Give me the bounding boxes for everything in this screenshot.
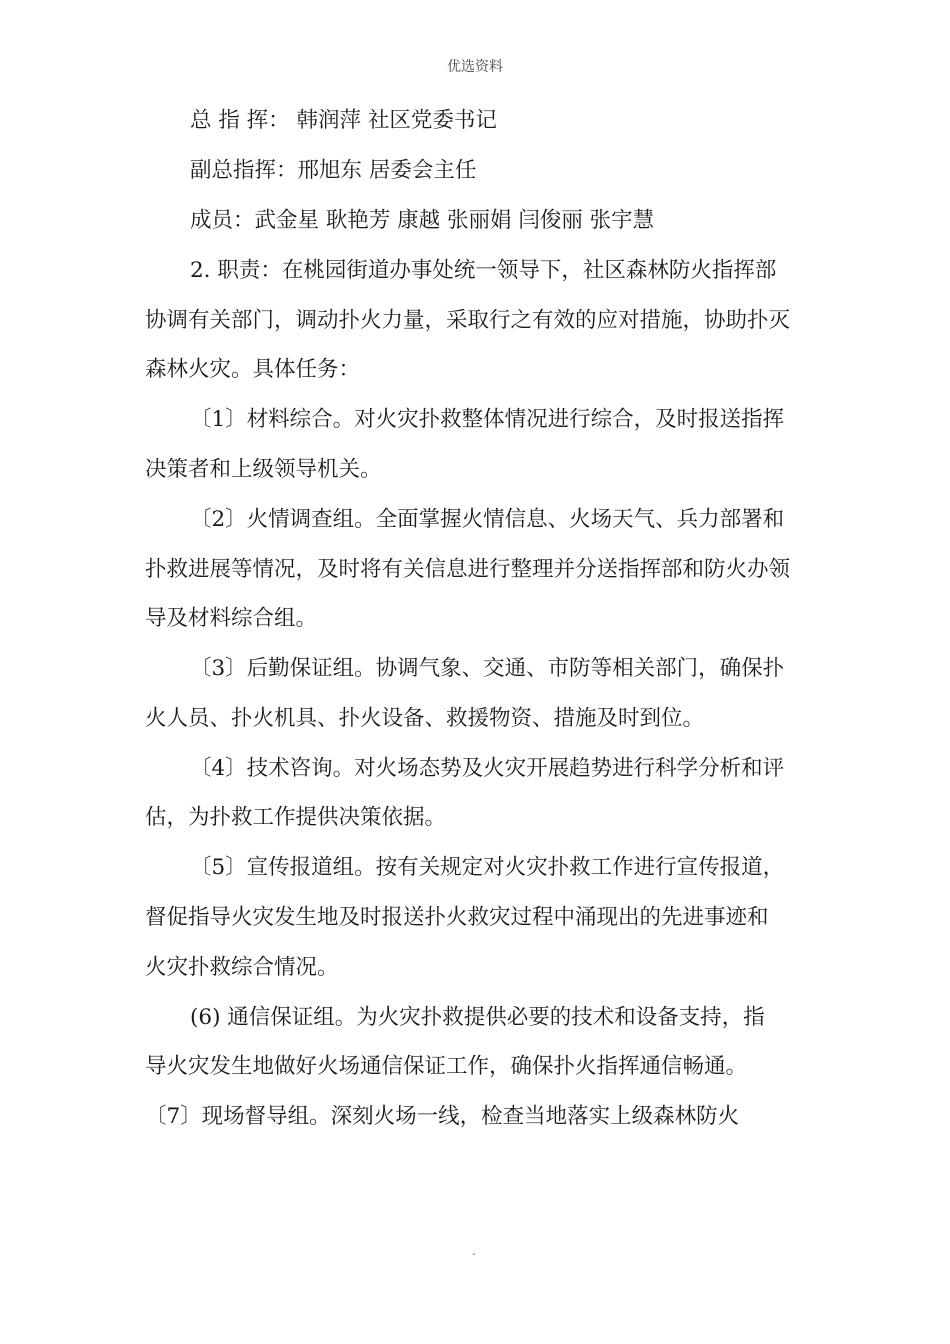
task-6-line: (6) 通信保证组。为火灾扑救提供必要的技术和设备支持，指 [190,1005,765,1030]
page-header: 优选资料 [447,59,503,75]
task-4-line: 〔4〕技术咨询。对火场态势及火灾开展趋势进行科学分析和评 [190,756,785,781]
task-3-line: 〔3〕后勤保证组。协调气象、交通、市防等相关部门，确保扑 [190,656,785,681]
members-line: 成员：武金星 耿艳芳 康越 张丽娟 闫俊丽 张宇慧 [190,208,655,233]
task-5-line: 督促指导火灾发生地及时报送扑火救灾过程中涌现出的先进事迹和 [145,905,769,930]
deputy-commander-line: 副总指挥：邢旭东 居委会主任 [190,158,477,183]
task-1-line: 〔1〕材料综合。对火灾扑救整体情况进行综合，及时报送指挥 [190,407,785,432]
footer-mark: . [472,1244,476,1258]
task-2-line: 扑救进展等情况，及时将有关信息进行整理并分送指挥部和防火办领 [145,557,791,582]
task-5-line: 火灾扑救综合情况。 [145,955,339,980]
commander-line: 总 指 挥： 韩润萍 社区党委书记 [190,108,497,133]
task-5-line: 〔5〕宣传报道组。按有关规定对火灾扑救工作进行宣传报道， [190,855,785,880]
duty-paragraph-line: 2. 职责：在桃园街道办事处统一领导下，社区森林防火指挥部 [190,258,777,283]
task-1-line: 决策者和上级领导机关。 [145,457,382,482]
task-7-line: 〔7〕现场督导组。深刻火场一线，检查当地落实上级森林防火 [145,1104,740,1129]
duty-paragraph-line: 森林火灾。具体任务： [145,357,361,382]
task-3-line: 火人员、扑火机具、扑火设备、救援物资、措施及时到位。 [145,706,705,731]
duty-paragraph-line: 协调有关部门，调动扑火力量，采取行之有效的应对措施，协助扑灭 [145,308,791,333]
task-2-line: 〔2〕火情调查组。全面掌握火情信息、火场天气、兵力部署和 [190,507,785,532]
task-4-line: 估，为扑救工作提供决策依据。 [145,805,447,830]
task-2-line: 导及材料综合组。 [145,606,318,631]
task-6-line: 导火灾发生地做好火场通信保证工作，确保扑火指挥通信畅通。 [145,1054,748,1079]
